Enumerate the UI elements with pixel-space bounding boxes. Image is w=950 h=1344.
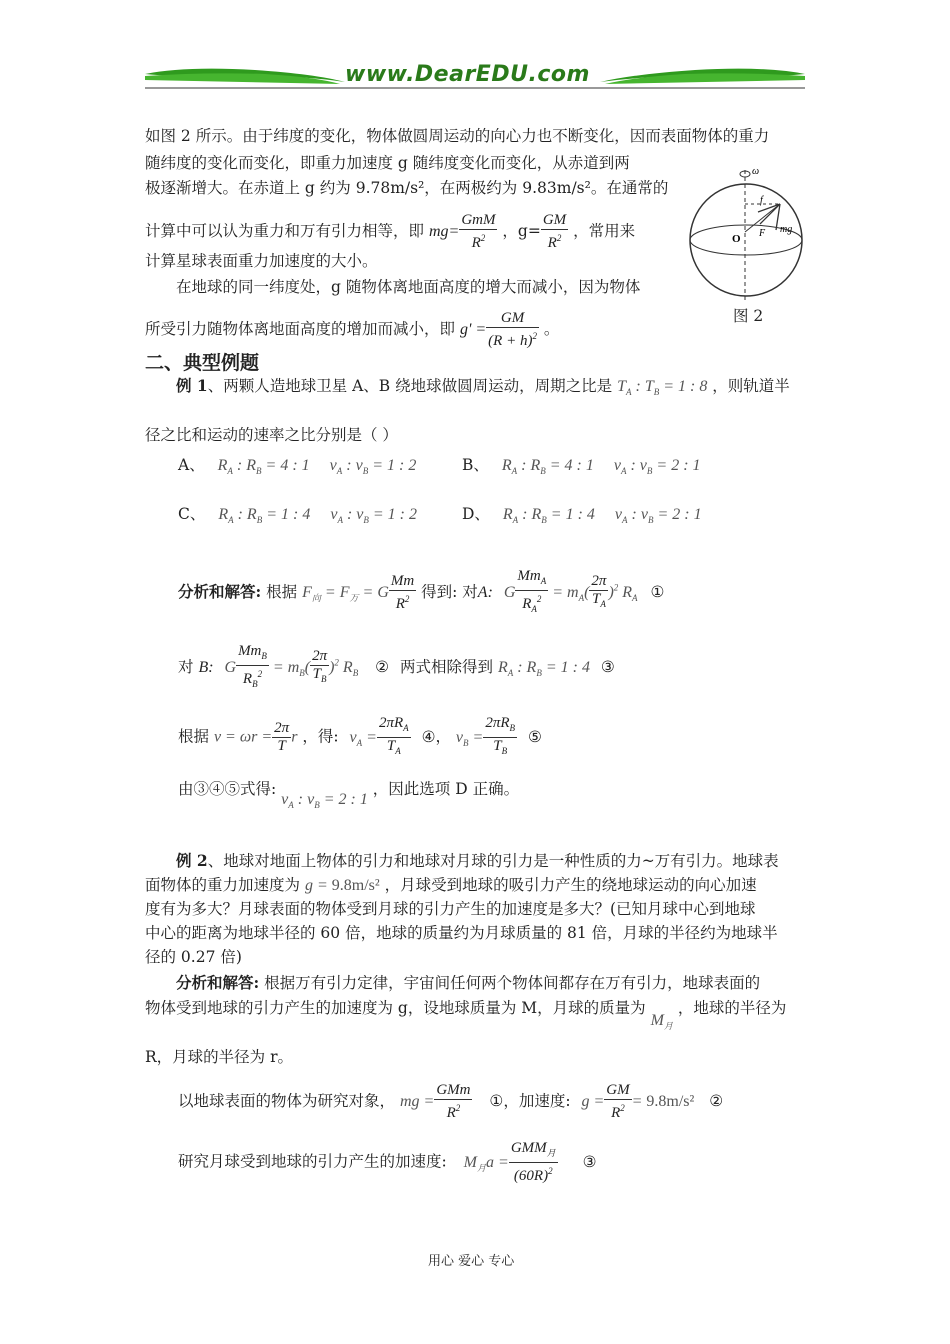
formula-mg-eq: mg =: [399, 1093, 435, 1110]
conclusion-prefix: 由③④⑤式得:: [178, 780, 277, 798]
option-d-formula: $R_A$ : $R_B = 1$ : 4 $v_A$ : $v_B = 2$ : 1: [502, 506, 702, 526]
para1-line2: 随纬度的变化而变化，即重力加速度 g 随纬度变化而变化，从赤道到两: [145, 154, 630, 172]
section-title: 二、典型例题: [145, 352, 260, 374]
analysis1-line1: [178, 568, 664, 618]
origin-label: O: [732, 233, 741, 245]
formula-sep: ，g=: [502, 222, 541, 240]
analysis2-line2: [145, 997, 787, 1032]
option-a[interactable]: [178, 454, 416, 482]
analysis2-line2-text: 物体受到地球的引力产生的加速度为 g，设地球质量为 M，月球的质量为: [145, 999, 646, 1017]
analysis2-label: 分析和解答:: [176, 973, 260, 992]
example1-label: 例 1: [176, 376, 208, 395]
formula-eq1: G: [503, 584, 516, 601]
comma: ，: [435, 727, 451, 746]
formula-g-eq: g =: [581, 1093, 605, 1110]
example2-line1-text: 、地球对地面上物体的引力和地球对月球的引力是一种性质的力~万有引力。地球表: [207, 852, 779, 870]
analysis1-label: 分析和解答:: [178, 582, 262, 601]
example2-label: 例 2: [176, 851, 208, 870]
analysis1-conclusion: [178, 778, 520, 811]
formula-gm-over-r2: $\frac{GM}{R^2}$: [542, 212, 567, 251]
example2-line2: [145, 874, 757, 897]
para1-line1: 如图 2 所示。由于纬度的变化，物体做圆周运动的向心力也不断变化，因而表面物体的重力: [145, 127, 770, 145]
example2-line4: 中心的距离为地球半径的 60 倍，地球的质量约为月球质量的 81 倍，月球的半径约为地球半: [145, 924, 778, 942]
para1-line7-tail: 。: [543, 320, 560, 338]
formula-mmb-over-rb2: $\frac{Mm_B}{R_B^2}$: [238, 643, 267, 689]
according-2: 根据: [178, 727, 210, 746]
mark-1: ①: [650, 583, 665, 601]
formula-eq2: G: [224, 659, 237, 676]
formula-f-equal: $F_向 = F_万 = G$: [302, 584, 389, 604]
option-b-formula: $R_A$ : $R_B = 4$ : 1 $v_A$ : $v_B = 2$ : 1: [501, 457, 701, 477]
analysis1-got: 得到: 对: [421, 583, 478, 601]
conclusion-suffix: ，因此选项 D 正确。: [372, 780, 520, 798]
f1-label: f: [760, 195, 763, 206]
study2-line: [178, 1140, 597, 1185]
formula-r: r: [291, 728, 298, 746]
para1-line7: [145, 310, 559, 350]
example1-text: 、两颗人造地球卫星 A、B 绕地球做圆周运动，周期之比是: [207, 377, 613, 395]
para1-line4-tail: ，常用来: [573, 222, 636, 240]
divide-text: 两式相除得到: [399, 658, 493, 676]
formula-m-moon: $M_月$: [650, 1012, 673, 1032]
formula-eq1-rhs: = $m_A$(: [548, 584, 590, 604]
formula-eq2-tail: )$^2$ $R_B$: [329, 657, 359, 679]
mg-label: mg: [780, 224, 793, 235]
formula-gmm-60r2: $\frac{GMM_月}{(60R)^2}$: [510, 1140, 556, 1184]
mark-5: ⑤: [527, 727, 542, 746]
omega-label: ω: [752, 166, 760, 177]
example1-line1: [176, 375, 790, 403]
formula-gm-over-rh2: $\frac{GM}{(R + h)^2}$: [488, 310, 537, 349]
formula-v-ratio: $v_A$ : $v_B = 2$ : 1: [281, 791, 368, 811]
option-d-letter: D、: [462, 505, 490, 523]
para1-line3: 极逐渐增大。在赤道上 g 约为 9.78m/s²，在两极约为 9.83m/s²。在通常的: [145, 179, 669, 197]
formula-g-prime: g' =: [459, 321, 487, 338]
option-d[interactable]: [462, 503, 702, 531]
label-a: A:: [477, 584, 493, 601]
formula-m-moon-a: $M_月a$ =: [463, 1153, 509, 1173]
formula-mma-over-ra2: $\frac{Mm_A}{R_A^2}$: [517, 568, 547, 614]
example2-line2-tail: ，月球受到地球的吸引力产生的绕地球运动的向心加速: [384, 876, 757, 894]
study1-line: [178, 1082, 723, 1122]
figure-caption: 图 2: [733, 307, 764, 325]
formula-vb: $v_B$ =: [455, 728, 484, 748]
formula-va: $v_A$ =: [349, 728, 377, 748]
option-a-letter: A、: [178, 456, 205, 474]
site-logo[interactable]: www.DearEDU.com: [345, 62, 590, 87]
g-value-2: 9.8m/s²: [646, 1093, 695, 1110]
para1-line5: 计算星球表面重力加速度的大小。: [145, 252, 378, 270]
analysis2-line1: [176, 972, 760, 994]
analysis1-according: 根据: [266, 583, 298, 601]
formula-2pira-over-ta: $\frac{2\pi R_A}{T_A}$: [378, 715, 409, 756]
study1-text: 以地球表面的物体为研究对象，: [178, 1092, 396, 1110]
option-b-letter: B、: [462, 456, 489, 474]
formula-g-result: = 9.8m/s²: [631, 1093, 695, 1110]
study1-mark: ②: [709, 1092, 724, 1110]
formula-2pi-over-tb: $\frac{2\pi}{T_B}$: [312, 648, 328, 684]
footer-text: 用心 爱心 专心: [428, 1254, 515, 1269]
got-text: ，得:: [302, 727, 339, 746]
formula-mg: mg=: [428, 223, 460, 240]
earth-diagram: [688, 162, 808, 307]
formula-2pirb-over-tb: $\frac{2\pi R_B}{T_B}$: [485, 715, 516, 756]
analysis2-line1-text: 根据万有引力定律，宇宙间任何两个物体间都存在万有引力，地球表面的: [264, 974, 761, 992]
option-a-formula: $R_A$ : $R_B = 4$ : 1 $v_A$ : $v_B = 1$ : 2: [217, 457, 417, 477]
mark-4: ④: [421, 727, 436, 746]
force-f-label: F: [759, 228, 766, 239]
formula-2pi-over-ta: $\frac{2\pi}{T_A}$: [591, 573, 607, 609]
para1-line7-text: 所受引力随物体离地面高度的增加而减小，即: [145, 320, 456, 338]
example1-text-tail: ，则轨道半: [712, 377, 790, 395]
figure-2: [688, 162, 808, 332]
option-c[interactable]: [178, 503, 417, 531]
study2-mark: ③: [582, 1152, 597, 1171]
formula-v-omega: v = ωr =: [213, 728, 273, 746]
para1-line6: 在地球的同一纬度处，g 随物体离地面高度的增大而减小，因为物体: [176, 278, 641, 296]
study1-accel: ①，加速度:: [489, 1092, 571, 1110]
example1-line2: 径之比和运动的速率之比分别是（ ）: [145, 426, 398, 444]
formula-gm-r2-b: $\frac{GM}{R^2}$: [606, 1082, 630, 1121]
example2-line5: 径的 0.27 倍): [145, 948, 242, 966]
example2-line1: [176, 850, 779, 872]
analysis2-line2-tail: ，地球的半径为: [677, 999, 787, 1017]
formula-gmm-r2: $\frac{\text{GMm}}{R^2}$: [436, 1082, 471, 1121]
formula-eq2-rhs: = $m_B$(: [268, 659, 311, 679]
example2-line2-text: 面物体的重力加速度为: [145, 876, 301, 894]
option-c-formula: $R_A$ : $R_B = 1$ : 4 $v_A$ : $v_B = 1$ : 2: [218, 506, 417, 526]
formula-2pi-over-t: $\frac{2\pi}{T}$: [274, 720, 290, 754]
mark-3: ③: [600, 658, 615, 676]
option-b[interactable]: [462, 454, 701, 482]
formula-period-ratio: $T_A$ : $T_B = 1$ : 8: [617, 378, 708, 398]
para1-line4-text: 计算中可以认为重力和万有引力相等，即: [145, 222, 425, 240]
for-b: 对: [178, 658, 194, 676]
g-value: 9.8m/s²: [331, 877, 380, 894]
study2-text: 研究月球受到地球的引力产生的加速度:: [178, 1152, 447, 1171]
analysis2-line3: R，月球的半径为 r。: [145, 1048, 294, 1066]
formula-r-ratio: $R_A$ : $R_B = 1$ : 4: [497, 659, 590, 679]
formula-mm-over-r2: $\frac{Mm}{R^2}$: [390, 573, 415, 612]
example2-line3: 度有为多大？月球表面的物体受到月球的引力产生的加速度是多大？(已知月球中心到地球: [145, 900, 756, 918]
header-banner: [145, 60, 805, 92]
analysis1-line3: [178, 715, 542, 760]
formula-eq1-tail: )$^2$ $R_A$: [608, 582, 638, 604]
label-b: B:: [198, 659, 214, 676]
para1-line4: [145, 212, 635, 252]
mark-2: ②: [375, 658, 390, 676]
analysis1-line2: [178, 643, 615, 693]
formula-g-value: g = 9.8m/s²: [304, 877, 380, 894]
option-c-letter: C、: [178, 505, 206, 523]
formula-gmm-over-r2: $\frac{\text{GmM}}{R^2}$: [461, 212, 496, 251]
